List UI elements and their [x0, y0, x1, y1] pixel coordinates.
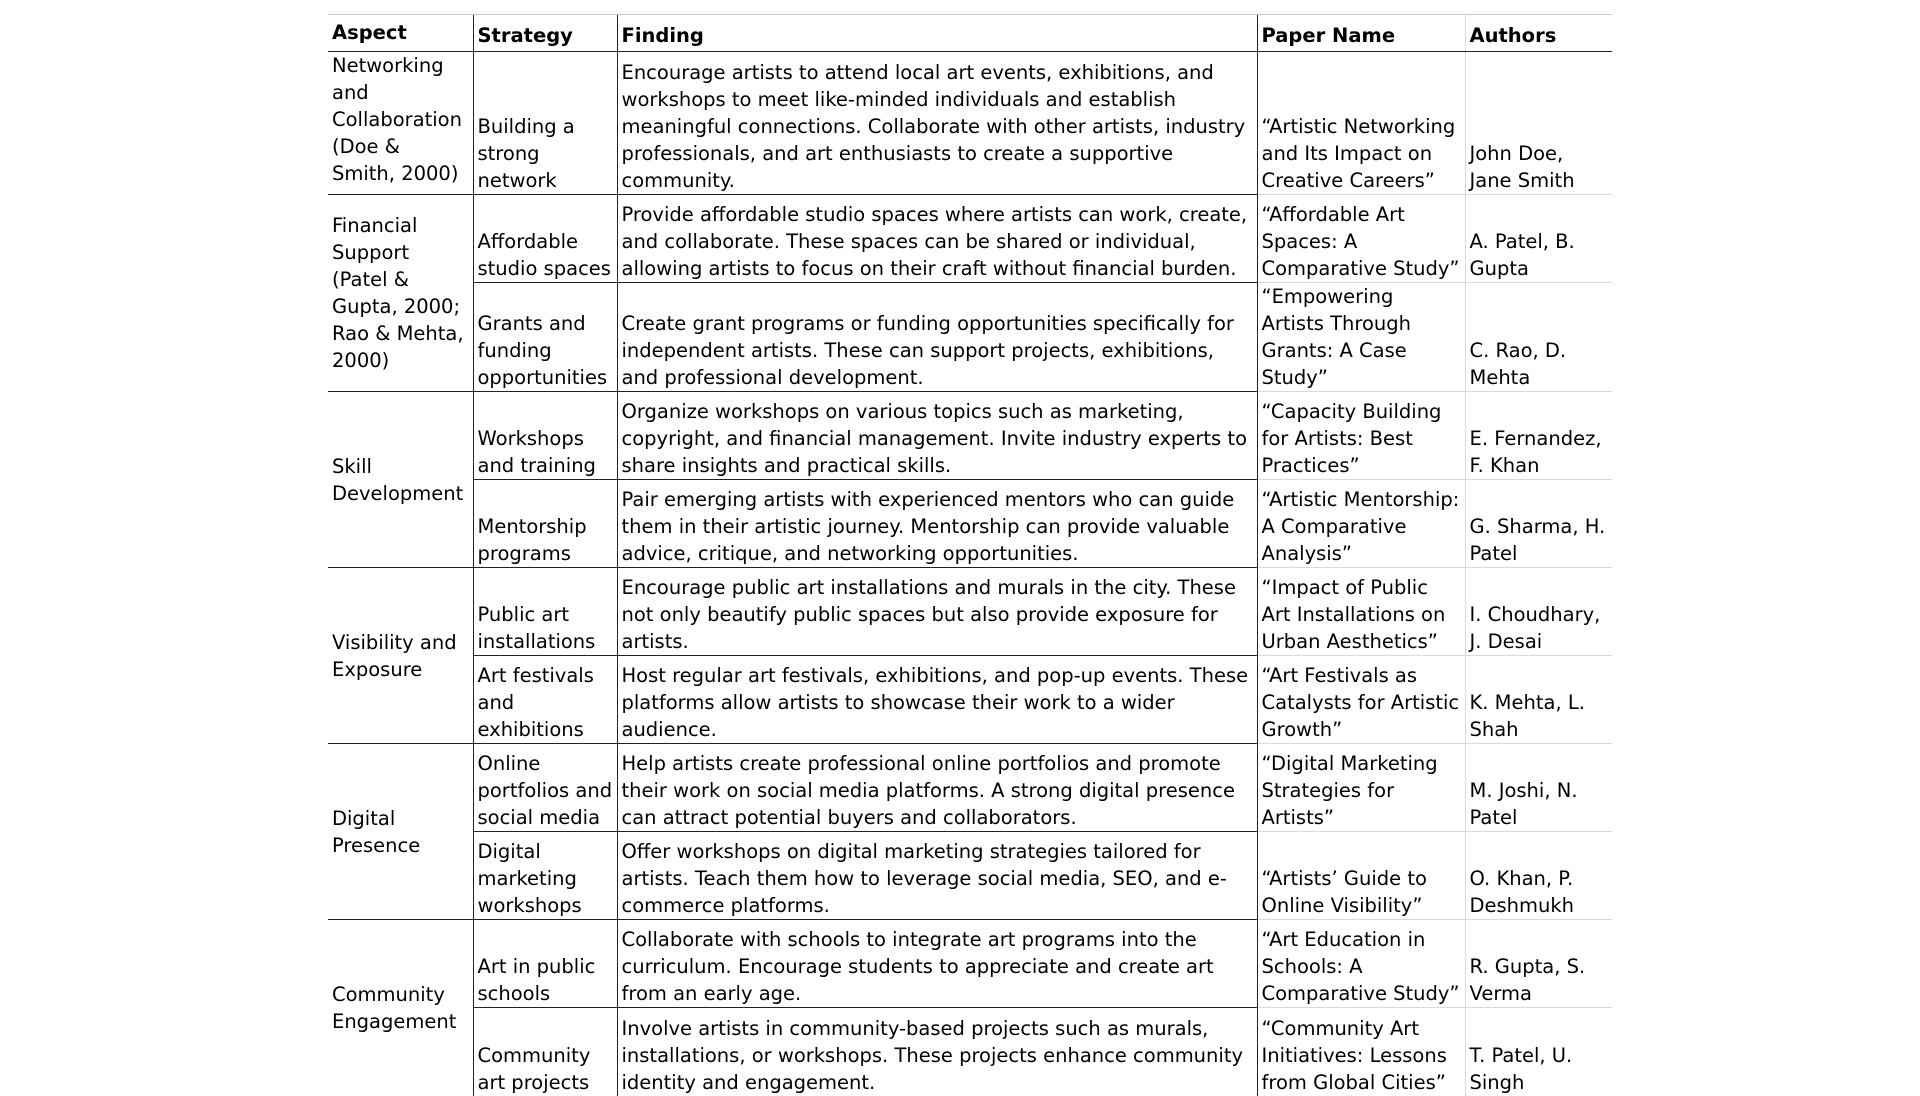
table-row	[328, 283, 1612, 392]
authors-cell: M. Joshi, N. Patel	[1465, 744, 1612, 832]
authors-cell: T. Patel, U. Singh	[1465, 1008, 1612, 1096]
aspect-cell: Skill Development	[328, 392, 473, 568]
finding-cell: Encourage public art installations and murals in the city. These not only beautify public spaces but also provide exposure for artists.	[617, 568, 1257, 656]
paper-cell: “Digital Marketing Strategies for Artists”	[1257, 744, 1465, 832]
finding-cell: Help artists create professional online portfolios and promote their work on social media platforms. A strong digital presence can attract potential buyers and collaborators.	[617, 744, 1257, 832]
authors-cell: I. Choudhary, J. Desai	[1465, 568, 1612, 656]
strategy-cell: Mentorship programs	[473, 480, 617, 568]
paper-cell: “Artists’ Guide to Online Visibility”	[1257, 832, 1465, 920]
strategy-cell: Building a strong network	[473, 52, 617, 195]
finding-cell: Create grant programs or funding opportunities specifically for independent artists. These can support projects, exhibitions, and professional development.	[617, 283, 1257, 392]
header-strategy: Strategy	[473, 15, 617, 52]
authors-cell: K. Mehta, L. Shah	[1465, 656, 1612, 744]
aspect-cell: Financial Support (Patel & Gupta, 2000; Rao & Mehta, 2000)	[328, 195, 473, 392]
table-row	[328, 52, 1612, 195]
paper-cell: “Affordable Art Spaces: A Comparative Study”	[1257, 195, 1465, 283]
table-row	[328, 195, 1612, 283]
authors-cell: R. Gupta, S. Verma	[1465, 920, 1612, 1008]
table-row	[328, 392, 1612, 480]
table-row	[328, 568, 1612, 656]
research-table	[328, 14, 1612, 1096]
paper-cell: “Artistic Networking and Its Impact on Creative Careers”	[1257, 52, 1465, 195]
aspect-cell: Digital Presence	[328, 744, 473, 920]
table-header-row	[328, 15, 1612, 52]
table-row	[328, 920, 1612, 1008]
authors-cell: O. Khan, P. Deshmukh	[1465, 832, 1612, 920]
header-authors: Authors	[1465, 15, 1612, 52]
finding-cell: Collaborate with schools to integrate art programs into the curriculum. Encourage students to appreciate and create art from an early age.	[617, 920, 1257, 1008]
strategy-cell: Online portfolios and social media	[473, 744, 617, 832]
strategy-cell: Art in public schools	[473, 920, 617, 1008]
authors-cell: A. Patel, B. Gupta	[1465, 195, 1612, 283]
strategy-cell: Community art projects	[473, 1008, 617, 1096]
finding-cell: Organize workshops on various topics such as marketing, copyright, and financial management. Invite industry experts to share insights and practical skills.	[617, 392, 1257, 480]
paper-cell: “Community Art Initiatives: Lessons from Global Cities”	[1257, 1008, 1465, 1096]
strategy-cell: Affordable studio spaces	[473, 195, 617, 283]
paper-cell: “Art Festivals as Catalysts for Artistic Growth”	[1257, 656, 1465, 744]
strategy-cell: Public art installations	[473, 568, 617, 656]
research-table-container	[328, 14, 1612, 1096]
paper-cell: “Impact of Public Art Installations on Urban Aesthetics”	[1257, 568, 1465, 656]
table-row	[328, 1008, 1612, 1096]
finding-cell: Involve artists in community-based projects such as murals, installations, or workshops. These projects enhance community identity and engagement.	[617, 1008, 1257, 1096]
paper-cell: “Capacity Building for Artists: Best Practices”	[1257, 392, 1465, 480]
strategy-cell: Art festivals and exhibitions	[473, 656, 617, 744]
aspect-cell: Community Engagement	[332, 982, 457, 1033]
strategy-cell: Digital marketing workshops	[473, 832, 617, 920]
authors-cell: E. Fernandez, F. Khan	[1465, 392, 1612, 480]
aspect-cell: Visibility and Exposure	[328, 568, 473, 744]
paper-cell: “Empowering Artists Through Grants: A Case Study”	[1257, 283, 1465, 392]
paper-cell: “Art Education in Schools: A Comparative Study”	[1257, 920, 1465, 1008]
authors-cell: John Doe, Jane Smith	[1465, 52, 1612, 195]
finding-cell: Pair emerging artists with experienced mentors who can guide them in their artistic journey. Mentorship can provide valuable advice, critique, and networking opportunities.	[617, 480, 1257, 568]
table-row	[328, 832, 1612, 920]
finding-cell: Host regular art festivals, exhibitions, and pop-up events. These platforms allow artists to showcase their work to a wider audience.	[617, 656, 1257, 744]
aspect-cell: Networking and Collaboration (Doe & Smith, 2000)	[328, 52, 473, 195]
table-row	[328, 656, 1612, 744]
table-row	[328, 744, 1612, 832]
authors-cell: G. Sharma, H. Patel	[1465, 480, 1612, 568]
paper-cell: “Artistic Mentorship: A Comparative Analysis”	[1257, 480, 1465, 568]
header-paper-name: Paper Name	[1257, 15, 1465, 52]
header-aspect: Aspect	[328, 15, 473, 52]
strategy-cell: Grants and funding opportunities	[473, 283, 617, 392]
table-row	[328, 480, 1612, 568]
finding-cell: Encourage artists to attend local art events, exhibitions, and workshops to meet like-minded individuals and establish meaningful connections. Collaborate with other artists, industry professionals, and art enthusiasts to create a supportive community.	[617, 52, 1257, 195]
strategy-cell: Workshops and training	[473, 392, 617, 480]
finding-cell: Offer workshops on digital marketing strategies tailored for artists. Teach them how to leverage social media, SEO, and e-commerce platforms.	[617, 832, 1257, 920]
header-finding: Finding	[617, 15, 1257, 52]
authors-cell: C. Rao, D. Mehta	[1465, 283, 1612, 392]
finding-cell: Provide affordable studio spaces where artists can work, create, and collaborate. These spaces can be shared or individual, allowing artists to focus on their craft without financial burden.	[617, 195, 1257, 283]
